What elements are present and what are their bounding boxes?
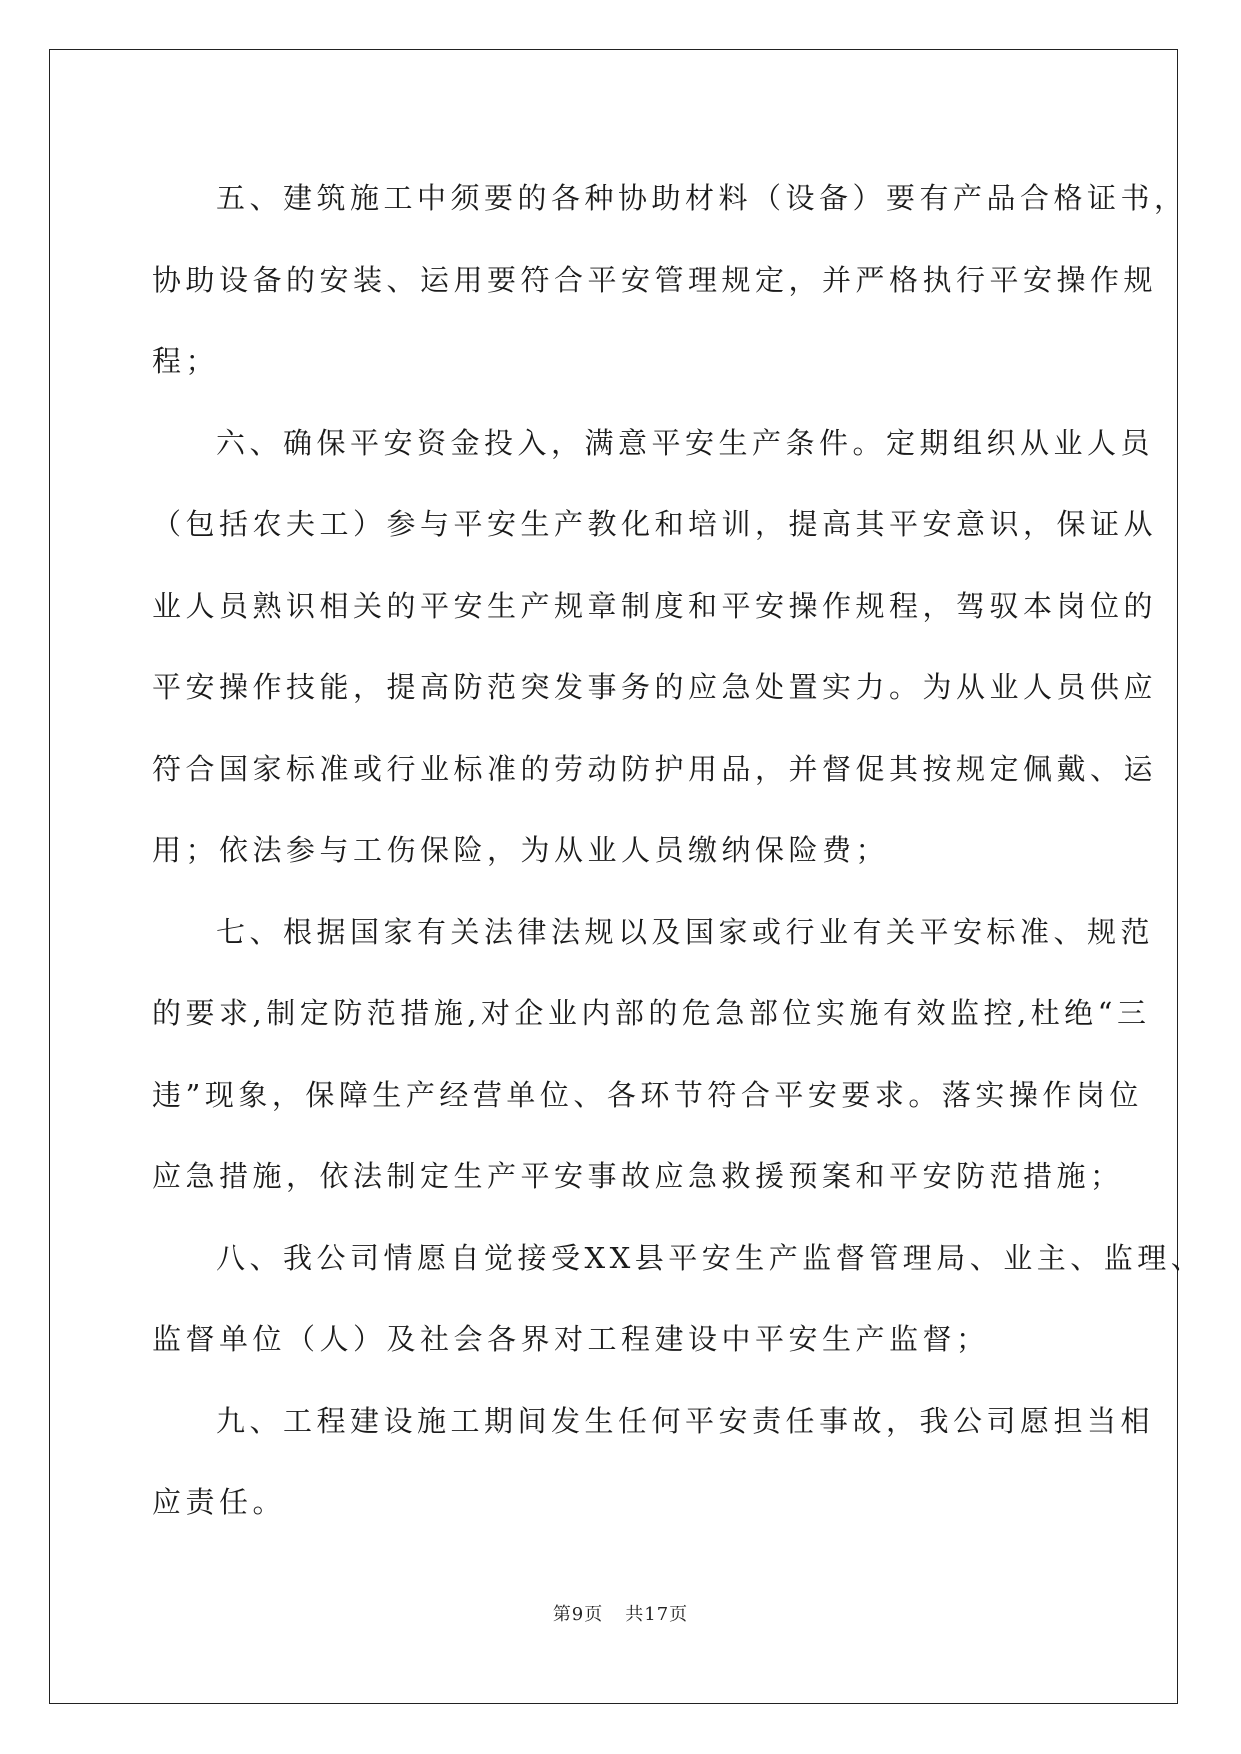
paragraph-7-line-3: 违”现象，保障生产经营单位、各环节符合平安要求。落实操作岗位 (152, 1077, 1143, 1112)
paragraph-5-line-3: 程； (152, 344, 220, 378)
paragraph-5-line-2: 协助设备的安装、运用要符合平安管理规定，并严格执行平安操作规 (152, 262, 1158, 297)
paragraph-8-line-2: 监督单位（人）及社会各界对工程建设中平安生产监督； (152, 1322, 990, 1356)
paragraph-6-line-6: 用；依法参与工伤保险，为从业人员缴纳保险费； (152, 833, 890, 867)
paragraph-7-line-4: 应急措施，依法制定生产平安事故应急救援预案和平安防范措施； (152, 1159, 1124, 1193)
paragraph-6-line-5: 符合国家标准或行业标准的劳动防护用品，并督促其按规定佩戴、运 (152, 751, 1158, 786)
paragraph-5-line-1: 五、建筑施工中须要的各种协助材料（设备）要有产品合格证书， (216, 181, 1188, 215)
paragraph-6-line-1: 六、确保平安资金投入，满意平安生产条件。定期组织从业人员 (216, 425, 1155, 460)
page-footer (0, 1600, 1241, 1626)
paragraph-9-line-2: 应责任。 (152, 1485, 287, 1519)
paragraph-7-line-1: 七、根据国家有关法律法规以及国家或行业有关平安标准、规范 (216, 914, 1155, 949)
document-body (152, 158, 1205, 1544)
paragraph-6-line-3: 业人员熟识相关的平安生产规章制度和平安操作规程，驾驭本岗位的 (152, 588, 1158, 623)
paragraph-6-line-4: 平安操作技能，提高防范突发事务的应急处置实力。为从业人员供应 (152, 670, 1158, 704)
paragraph-6-line-2: （包括农夫工）参与平安生产教化和培训，提高其平安意识，保证从 (152, 507, 1158, 541)
paragraph-8-line-1: 八、我公司情愿自觉接受XX县平安生产监督管理局、业主、监理、 (216, 1240, 1205, 1275)
page-total: 共17页 (625, 1604, 689, 1625)
page-number: 第9页 (552, 1604, 604, 1625)
paragraph-9-line-1: 九、工程建设施工期间发生任何平安责任事故，我公司愿担当相 (216, 1403, 1155, 1438)
paragraph-7-line-2: 的要求,制定防范措施,对企业内部的危急部位实施有效监控,杜绝“三 (152, 996, 1151, 1030)
